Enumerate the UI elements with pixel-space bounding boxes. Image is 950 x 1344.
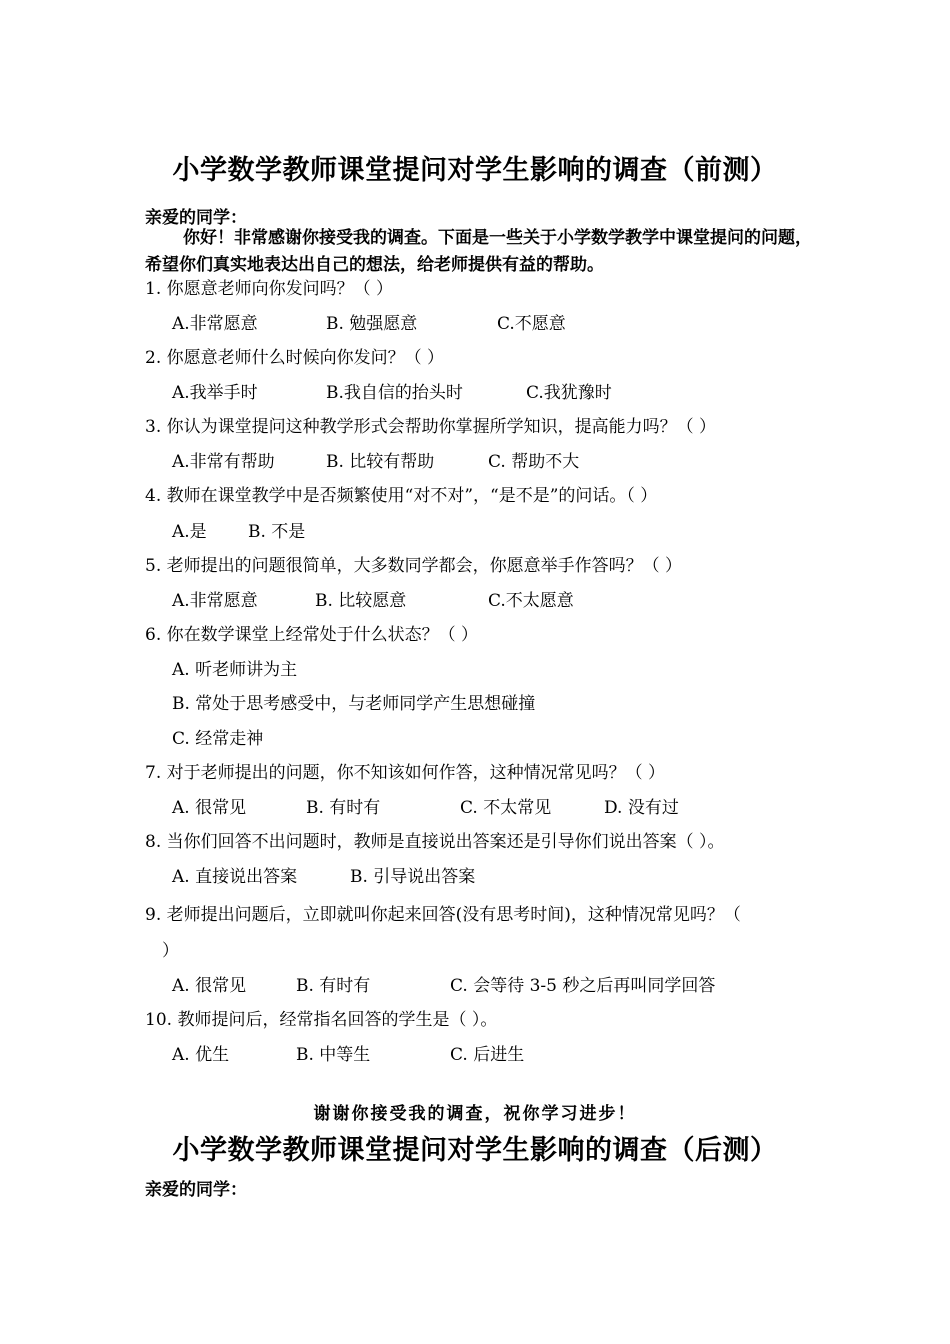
option-3c[interactable]: C. 帮助不大 [488,452,580,472]
question-3: 3. 你认为课堂提问这种教学形式会帮助你掌握所学知识，提高能力吗？（ ） [145,417,717,437]
option-8b[interactable]: B. 引导说出答案 [350,867,476,887]
intro-paragraph: 你好！非常感谢你接受我的调查。下面是一些关于小学数学教学中课堂提问的问题，希望你们真实地表达出自己的想法，给老师提供有益的帮助。 [145,228,812,275]
option-4a[interactable]: A.是 [172,522,207,542]
closing-message: 谢谢你接受我的调查，祝你学习进步！ [313,1104,637,1124]
option-6a[interactable]: A. 听老师讲为主 [172,660,298,680]
option-2a[interactable]: A.我举手时 [172,383,258,403]
question-1: 1. 你愿意老师向你发问吗？（ ） [145,279,394,299]
greeting-post: 亲爱的同学： [145,1180,247,1200]
option-6c[interactable]: C. 经常走神 [172,729,264,749]
option-2b[interactable]: B.我自信的抬头时 [326,383,463,403]
question-9-continuation: ） [162,941,179,961]
option-7c[interactable]: C. 不太常见 [460,798,552,818]
option-5a[interactable]: A.非常愿意 [172,591,258,611]
option-5b[interactable]: B. 比较愿意 [315,591,407,611]
option-9b[interactable]: B. 有时有 [296,976,371,996]
option-2c[interactable]: C.我犹豫时 [526,383,612,403]
question-4: 4. 教师在课堂教学中是否频繁使用“对不对”，“是不是”的问话。（ ） [145,486,658,506]
option-7b[interactable]: B. 有时有 [306,798,381,818]
question-10: 10. 教师提问后，经常指名回答的学生是（ ）。 [145,1010,498,1030]
survey-title-post: 小学数学教师课堂提问对学生影响的调查（后测） [172,1135,778,1166]
greeting-pre: 亲爱的同学： [145,208,247,228]
question-7: 7. 对于老师提出的问题，你不知该如何作答，这种情况常见吗？（ ） [145,763,666,783]
option-7d[interactable]: D. 没有过 [604,798,679,818]
question-2: 2. 你愿意老师什么时候向你发问？（ ） [145,348,445,368]
option-3b[interactable]: B. 比较有帮助 [326,452,435,472]
option-9c[interactable]: C. 会等待 3-5 秒之后再叫同学回答 [450,976,716,996]
option-4b[interactable]: B. 不是 [248,522,306,542]
option-10c[interactable]: C. 后进生 [450,1045,525,1065]
option-10a[interactable]: A. 优生 [172,1045,230,1065]
option-8a[interactable]: A. 直接说出答案 [172,867,298,887]
option-1b[interactable]: B. 勉强愿意 [326,314,418,334]
question-8: 8. 当你们回答不出问题时，教师是直接说出答案还是引导你们说出答案（ ）。 [145,832,725,852]
question-9: 9. 老师提出问题后，立即就叫你起来回答(没有思考时间)，这种情况常见吗？（ [145,905,741,925]
option-1a[interactable]: A.非常愿意 [172,314,258,334]
option-10b[interactable]: B. 中等生 [296,1045,371,1065]
option-7a[interactable]: A. 很常见 [172,798,247,818]
question-6: 6. 你在数学课堂上经常处于什么状态？（ ） [145,625,479,645]
option-5c[interactable]: C.不太愿意 [488,591,574,611]
option-6b[interactable]: B. 常处于思考感受中，与老师同学产生思想碰撞 [172,694,536,714]
option-9a[interactable]: A. 很常见 [172,976,247,996]
question-5: 5. 老师提出的问题很简单，大多数同学都会，你愿意举手作答吗？（ ） [145,556,683,576]
survey-title-pre: 小学数学教师课堂提问对学生影响的调查（前测） [172,155,778,186]
option-3a[interactable]: A.非常有帮助 [172,452,275,472]
option-1c[interactable]: C.不愿意 [497,314,566,334]
